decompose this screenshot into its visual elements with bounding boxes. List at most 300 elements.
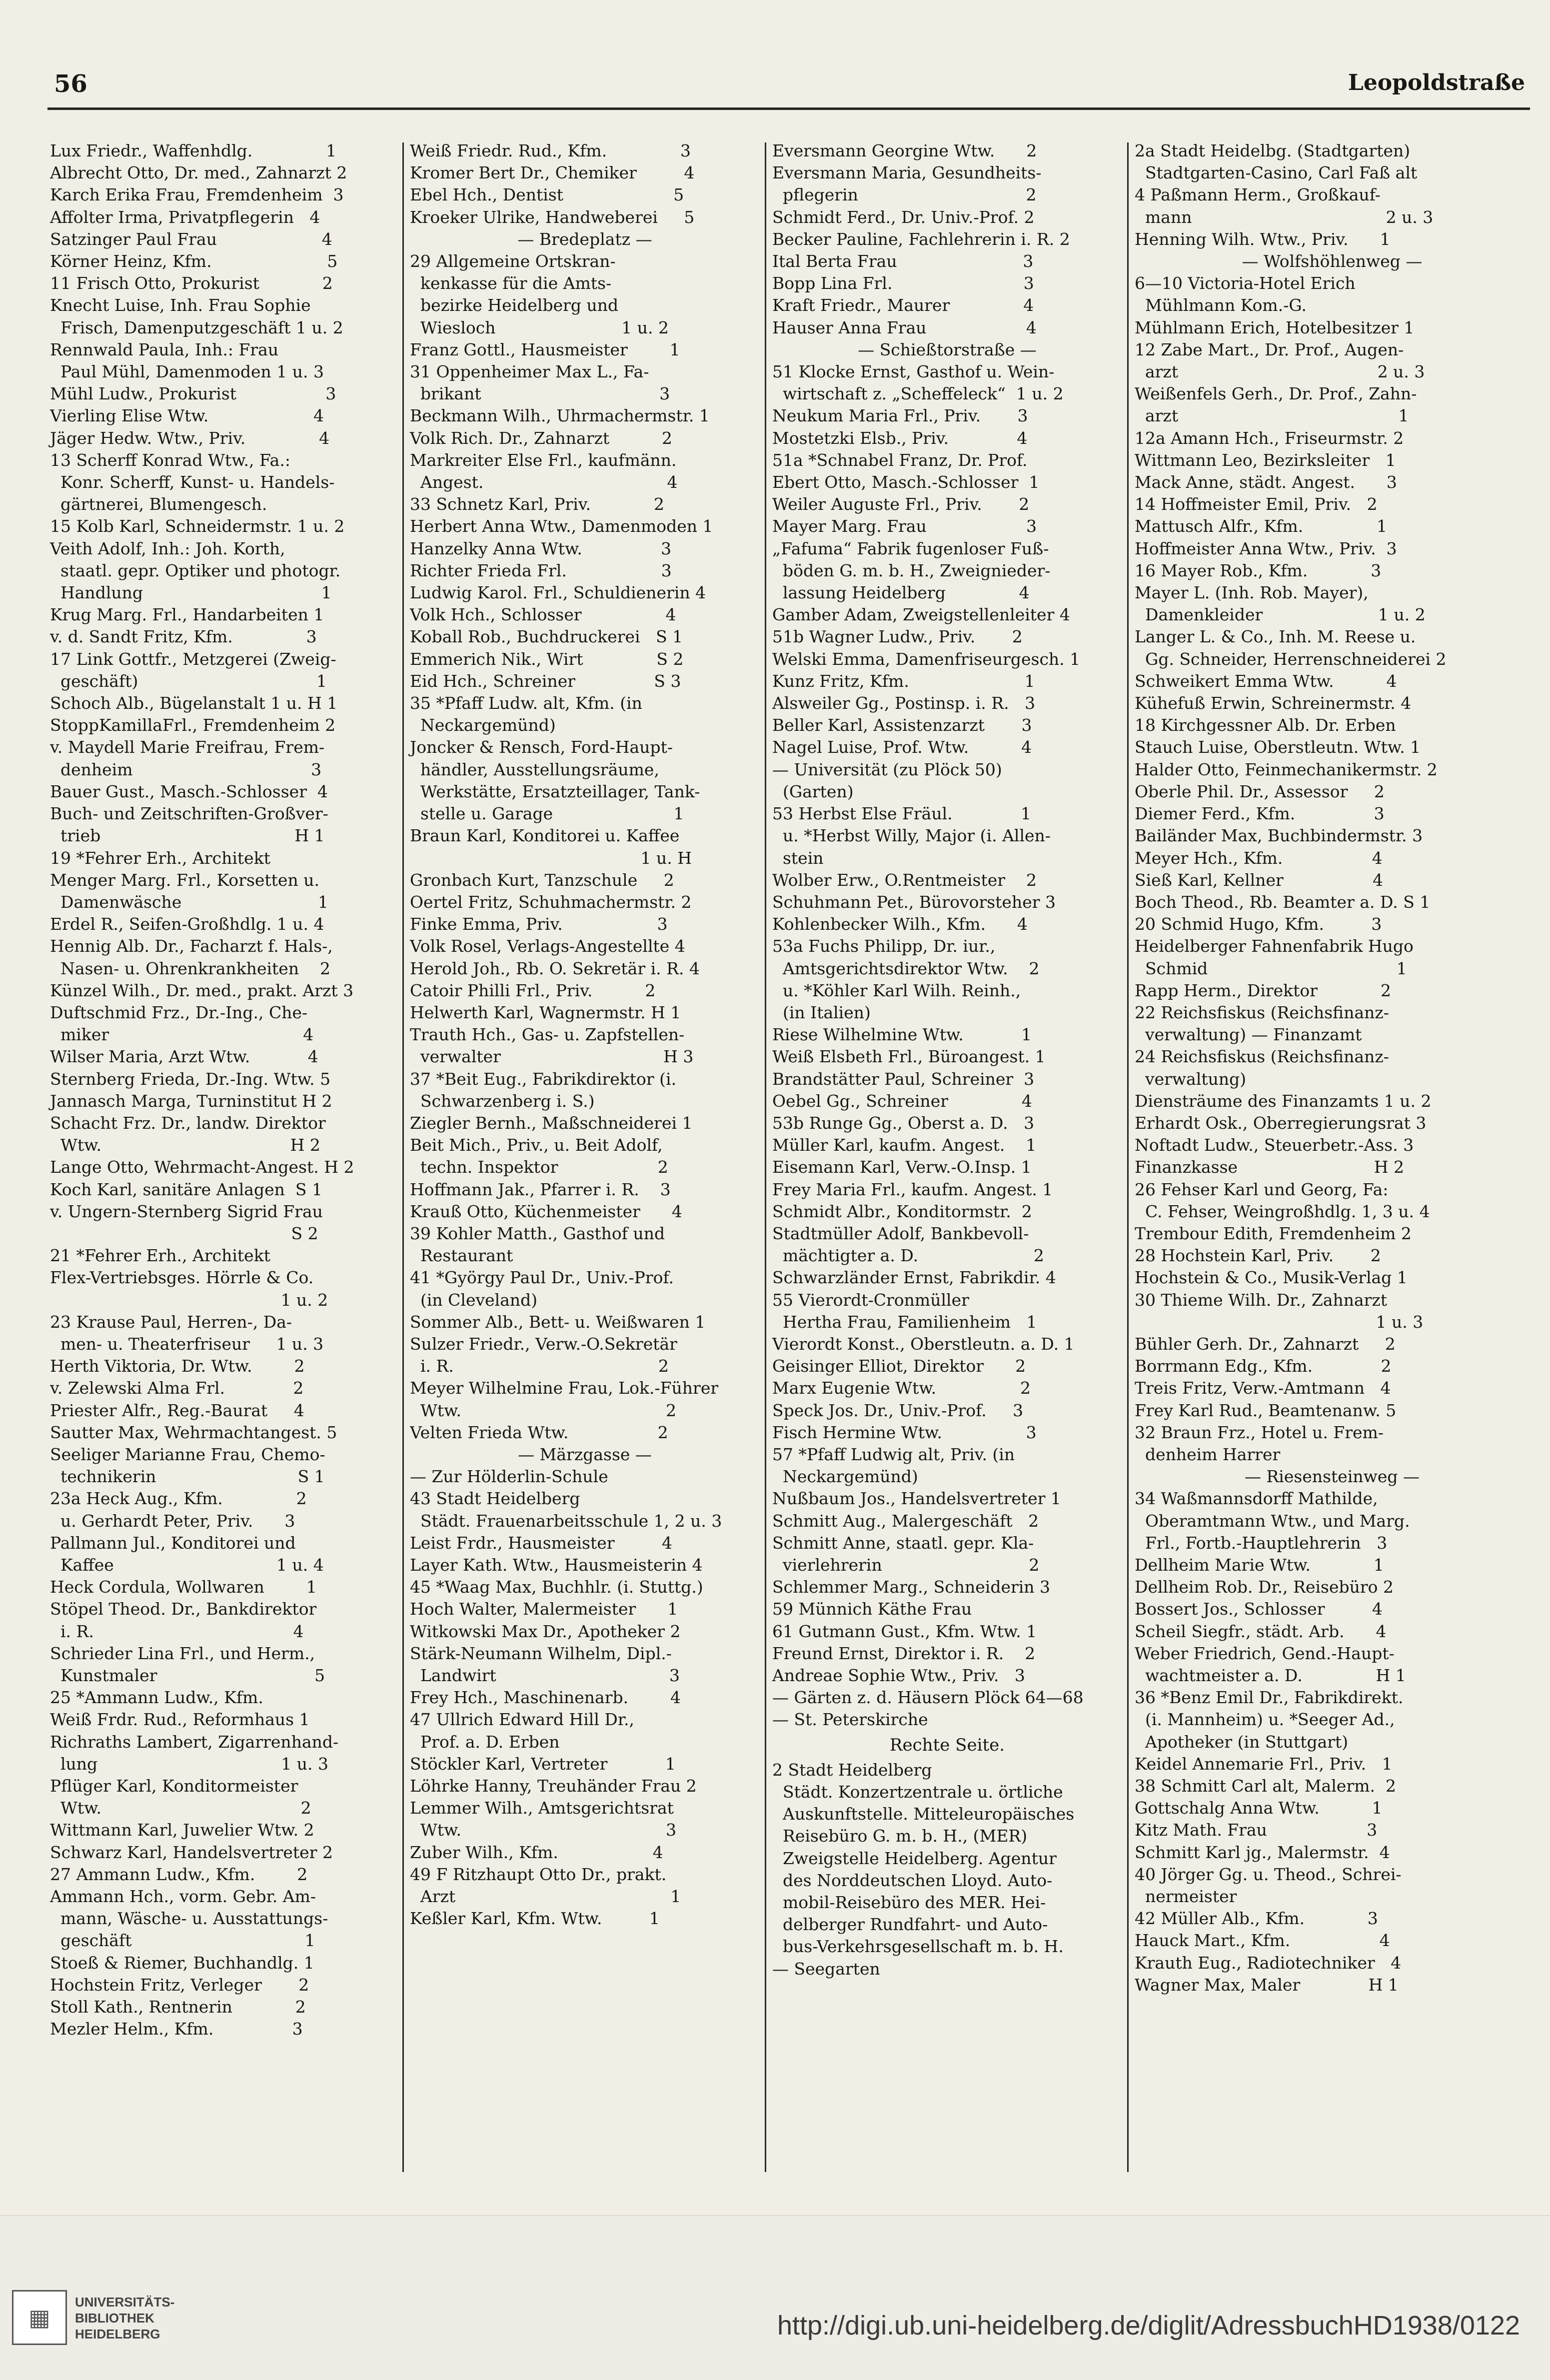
directory-entry: Gamber Adam, Zweigstellenleiter 4 [772, 605, 1070, 625]
directory-entry: Krauß Otto, Küchenmeister 4 [410, 1201, 682, 1221]
directory-entry: u. Gerhardt Peter, Priv. 3 [50, 1511, 295, 1531]
directory-entry: Finanzkasse H 2 [1135, 1157, 1405, 1177]
directory-entry: Hochstein & Co., Musik-Verlag 1 [1135, 1268, 1408, 1288]
directory-entry: Frey Hch., Maschinenarb. 4 [410, 1688, 681, 1708]
directory-entry: 41 *György Paul Dr., Univ.-Prof. [410, 1268, 674, 1288]
directory-entry: Satzinger Paul Frau 4 [50, 229, 332, 249]
directory-entry: Hoffmann Jak., Pfarrer i. R. 3 [410, 1179, 671, 1199]
directory-entry: Ital Berta Frau 3 [772, 251, 1034, 271]
directory-entry: Schweikert Emma Wtw. 4 [1135, 671, 1397, 691]
directory-entry: Krauth Eug., Radiotechniker 4 [1135, 1953, 1402, 1973]
directory-entry: Schmidt Ferd., Dr. Univ.-Prof. 2 [772, 207, 1035, 227]
directory-entry: Flex-Vertriebsges. Hörrle & Co. [50, 1268, 314, 1288]
directory-entry: Neukum Maria Frl., Priv. 3 [772, 406, 1028, 426]
directory-entry: Städt. Frauenarbeitsschule 1, 2 u. 3 [410, 1511, 722, 1531]
directory-entry: denheim 3 [50, 759, 322, 779]
directory-entry: Brandstätter Paul, Schreiner 3 [772, 1069, 1035, 1089]
directory-entry: Wilser Maria, Arzt Wtw. 4 [50, 1047, 318, 1067]
directory-entry: Zweigstelle Heidelberg. Agentur [772, 1848, 1057, 1868]
directory-entry: Lux Friedr., Waffenhdlg. 1 [50, 141, 337, 160]
directory-entry: Handlung 1 [50, 583, 332, 603]
directory-entry: Schoch Alb., Bügelanstalt 1 u. H 1 [50, 693, 338, 713]
permalink-url[interactable]: http://digi.ub.uni-heidelberg.de/diglit/AdressbuchHD1938/0122 [777, 2311, 1520, 2341]
directory-entry: 51b Wagner Ludw., Priv. 2 [772, 627, 1023, 647]
running-head-street: Leopoldstraße [1348, 70, 1525, 95]
directory-entry: Frisch, Damenputzgeschäft 1 u. 2 [50, 317, 343, 337]
directory-entry: Gg. Schneider, Herrenschneiderei 2 [1135, 649, 1447, 669]
directory-entry: Sautter Max, Wehrmachtangest. 5 [50, 1422, 337, 1442]
directory-entry: Weißenfels Gerh., Dr. Prof., Zahn- [1135, 384, 1417, 404]
directory-entry: Stöpel Theod. Dr., Bankdirektor [50, 1599, 317, 1619]
directory-entry: Vierordt Konst., Oberstleutn. a. D. 1 [772, 1334, 1075, 1354]
directory-entry: 18 Kirchgessner Alb. Dr. Erben [1135, 715, 1396, 735]
directory-entry: 36 *Benz Emil Dr., Fabrikdirekt. [1135, 1688, 1404, 1708]
street-heading: — Riesensteinweg — [1244, 1467, 1420, 1487]
directory-entry: Priester Alfr., Reg.-Baurat 4 [50, 1400, 304, 1420]
directory-entry: Schmitt Karl jg., Malermstr. 4 [1135, 1842, 1390, 1862]
directory-entry: Heidelberger Fahnenfabrik Hugo [1135, 936, 1414, 956]
directory-entry: lassung Heidelberg 4 [772, 583, 1030, 603]
directory-entry: Witkowski Max Dr., Apotheker 2 [410, 1621, 681, 1641]
university-library-logo-icon: ▦ [12, 2290, 67, 2345]
directory-entry: verwaltung) — Finanzamt [1135, 1025, 1362, 1045]
directory-entry: Finke Emma, Priv. 3 [410, 914, 668, 934]
directory-entry: verwalter H 3 [410, 1047, 694, 1067]
directory-entry: Oebel Gg., Schreiner 4 [772, 1091, 1032, 1111]
directory-entry: (i. Mannheim) u. *Seeger Ad., [1135, 1710, 1395, 1730]
directory-entry: Pflüger Karl, Konditormeister [50, 1776, 298, 1796]
directory-entry: „Fafuma“ Fabrik fugenloser Fuß- [772, 538, 1049, 558]
directory-entry: Restaurant [410, 1246, 513, 1266]
directory-entry: Weiß Frdr. Rud., Reformhaus 1 [50, 1710, 310, 1730]
directory-entry: Rennwald Paula, Inh.: Frau [50, 339, 279, 359]
directory-entry: Fisch Hermine Wtw. 3 [772, 1422, 1037, 1442]
directory-entry: Beller Karl, Assistenzarzt 3 [772, 715, 1032, 735]
directory-entry: — St. Peterskirche [772, 1710, 928, 1730]
directory-entry: Stadtmüller Adolf, Bankbevoll- [772, 1223, 1029, 1243]
directory-entry: 14 Hoffmeister Emil, Priv. 2 [1135, 494, 1378, 514]
directory-entry: mächtigter a. D. 2 [772, 1246, 1044, 1266]
directory-entry: Körner Heinz, Kfm. 5 [50, 251, 338, 271]
directory-entry: Leist Frdr., Hausmeister 4 [410, 1533, 673, 1553]
directory-entry: 30 Thieme Wilh. Dr., Zahnarzt [1135, 1290, 1388, 1310]
directory-entry: 19 *Fehrer Erh., Architekt [50, 848, 270, 868]
directory-entry: Wittmann Leo, Bezirksleiter 1 [1135, 450, 1396, 470]
directory-entry: Wtw. 2 [410, 1400, 677, 1420]
directory-entry: Weiler Auguste Frl., Priv. 2 [772, 494, 1030, 514]
directory-entry: Bailänder Max, Buchbindermstr. 3 [1135, 826, 1423, 846]
directory-entry: Mayer Marg. Frau 3 [772, 516, 1037, 536]
directory-entry: des Norddeutschen Lloyd. Auto- [772, 1870, 1053, 1890]
directory-entry: i. R. 4 [50, 1621, 304, 1641]
directory-entry: 6—10 Victoria-Hotel Erich [1135, 273, 1356, 293]
directory-entry: Kaffee 1 u. 4 [50, 1555, 324, 1575]
directory-entry: 23a Heck Aug., Kfm. 2 [50, 1489, 307, 1509]
directory-entry: Andreae Sophie Wtw., Priv. 3 [772, 1666, 1025, 1686]
directory-entry: Schmitt Anne, staatl. gepr. Kla- [772, 1533, 1034, 1553]
directory-entry: Hertha Frau, Familienheim 1 [772, 1312, 1037, 1332]
directory-entry: Volk Rosel, Verlags-Angestellte 4 [410, 936, 685, 956]
directory-entry: Hanzelky Anna Wtw. 3 [410, 538, 672, 558]
directory-entry: Diensträume des Finanzamts 1 u. 2 [1135, 1091, 1432, 1111]
directory-entry: Schmidt Albr., Konditormstr. 2 [772, 1201, 1032, 1221]
directory-entry: Hochstein Fritz, Verleger 2 [50, 1975, 309, 1995]
directory-entry: 42 Müller Alb., Kfm. 3 [1135, 1909, 1378, 1929]
directory-column-4 [1135, 140, 1530, 1996]
directory-entry: nermeister [1135, 1887, 1237, 1907]
directory-entry: Hauck Mart., Kfm. 4 [1135, 1931, 1390, 1951]
directory-entry: v. d. Sandt Fritz, Kfm. 3 [50, 627, 317, 647]
directory-entry: geschäft 1 [50, 1931, 315, 1951]
directory-entry: Schwarz Karl, Handelsvertreter 2 [50, 1842, 333, 1862]
section-heading: Rechte Seite. [889, 1735, 1005, 1755]
directory-entry: Frl., Fortb.-Hauptlehrerin 3 [1135, 1533, 1388, 1553]
directory-entry: Kromer Bert Dr., Chemiker 4 [410, 163, 695, 183]
directory-entry: geschäft) 1 [50, 671, 327, 691]
directory-entry: Hoffmeister Anna Wtw., Priv. 3 [1135, 538, 1397, 558]
directory-entry: Schmitt Aug., Malergeschäft 2 [772, 1511, 1039, 1531]
column-divider [402, 142, 404, 2172]
directory-entry: Herbert Anna Wtw., Damenmoden 1 [410, 516, 713, 536]
directory-entry: 25 *Ammann Ludw., Kfm. [50, 1688, 263, 1708]
directory-entry: Herold Joh., Rb. O. Sekretär i. R. 4 [410, 958, 700, 978]
directory-entry: Stoll Kath., Rentnerin 2 [50, 1997, 306, 2017]
directory-entry: 11 Frisch Otto, Prokurist 2 [50, 273, 333, 293]
directory-entry: Stöckler Karl, Vertreter 1 [410, 1754, 676, 1774]
directory-entry: men- u. Theaterfriseur 1 u. 3 [50, 1334, 324, 1354]
directory-entry: (in Cleveland) [410, 1290, 538, 1310]
directory-entry: 32 Braun Frz., Hotel u. Frem- [1135, 1422, 1384, 1442]
directory-entry: 2a Stadt Heidelbg. (Stadtgarten) [1135, 141, 1411, 160]
directory-entry: u. *Herbst Willy, Major (i. Allen- [772, 826, 1051, 846]
directory-entry: bus-Verkehrsgesellschaft m. b. H. [772, 1937, 1064, 1957]
directory-entry: Koch Karl, sanitäre Anlagen S 1 [50, 1179, 322, 1199]
directory-entry: Gronbach Kurt, Tanzschule 2 [410, 870, 674, 890]
directory-entry: Sulzer Friedr., Verw.-O.Sekretär [410, 1334, 677, 1354]
directory-entry: 43 Stadt Heidelberg [410, 1489, 580, 1509]
directory-entry: S 2 [50, 1223, 318, 1243]
directory-entry: arzt 2 u. 3 [1135, 362, 1425, 382]
directory-entry: 1 u. 2 [50, 1290, 328, 1310]
directory-entry: Freund Ernst, Direktor i. R. 2 [772, 1643, 1036, 1663]
directory-entry: Richter Frieda Frl. 3 [410, 560, 672, 580]
directory-entry: 57 *Pfaff Ludwig alt, Priv. (in [772, 1444, 1015, 1464]
directory-entry: Riese Wilhelmine Wtw. 1 [772, 1025, 1032, 1045]
viewer-footer [0, 2215, 1550, 2380]
directory-entry: Schmid 1 [1135, 958, 1407, 978]
directory-entry: Künzel Wilh., Dr. med., prakt. Arzt 3 [50, 980, 354, 1000]
directory-entry: miker 4 [50, 1025, 314, 1045]
directory-column-2 [410, 140, 760, 1930]
directory-entry: Geisinger Elliot, Direktor 2 [772, 1356, 1026, 1376]
directory-entry: Volk Rich. Dr., Zahnarzt 2 [410, 428, 673, 448]
directory-entry: Ludwig Karol. Frl., Schuldienerin 4 [410, 583, 706, 603]
directory-entry: Borrmann Edg., Kfm. 2 [1135, 1356, 1392, 1376]
directory-entry: Löhrke Hanny, Treuhänder Frau 2 [410, 1776, 697, 1796]
directory-entry: Markreiter Else Frl., kaufmänn. [410, 450, 677, 470]
directory-entry: Halder Otto, Feinmechanikermstr. 2 [1135, 759, 1438, 779]
directory-entry: 1 u. H [410, 848, 692, 868]
directory-entry: Angest. 4 [410, 472, 678, 492]
directory-entry: Beit Mich., Priv., u. Beit Adolf, [410, 1135, 663, 1155]
directory-entry: Nagel Luise, Prof. Wtw. 4 [772, 737, 1032, 757]
directory-entry: Eisemann Karl, Verw.-O.Insp. 1 [772, 1157, 1032, 1177]
directory-entry: Lange Otto, Wehrmacht-Angest. H 2 [50, 1157, 354, 1177]
directory-entry: Richraths Lambert, Zigarrenhand- [50, 1732, 339, 1752]
directory-entry: Bossert Jos., Schlosser 4 [1135, 1599, 1383, 1619]
directory-entry: Weiß Elsbeth Frl., Büroangest. 1 [772, 1047, 1046, 1067]
directory-entry: C. Fehser, Weingroßhdlg. 1, 3 u. 4 [1135, 1201, 1430, 1221]
directory-entry: verwaltung) [1135, 1069, 1247, 1089]
directory-entry: 39 Kohler Matth., Gasthof und [410, 1223, 665, 1243]
directory-entry: Hennig Alb. Dr., Facharzt f. Hals-, [50, 936, 333, 956]
directory-entry: Rapp Herm., Direktor 2 [1135, 980, 1391, 1000]
directory-entry: 53b Runge Gg., Oberst a. D. 3 [772, 1113, 1035, 1133]
directory-entry: 49 F Ritzhaupt Otto Dr., prakt. [410, 1864, 667, 1884]
directory-entry: Ebert Otto, Masch.-Schlosser 1 [772, 472, 1040, 492]
directory-entry: Henning Wilh. Wtw., Priv. 1 [1135, 229, 1391, 249]
directory-entry: Auskunftstelle. Mitteleuropäisches [772, 1804, 1075, 1824]
directory-entry: Schacht Frz. Dr., landw. Direktor [50, 1113, 326, 1133]
directory-entry: Stadtgarten-Casino, Carl Faß alt [1135, 163, 1418, 183]
directory-entry: Marx Eugenie Wtw. 2 [772, 1378, 1031, 1398]
directory-entry: Stoeß & Riemer, Buchhandlg. 1 [50, 1953, 314, 1973]
directory-entry: Gottschalg Anna Wtw. 1 [1135, 1798, 1383, 1818]
directory-entry: Buch- und Zeitschriften-Großver- [50, 804, 328, 824]
directory-entry: 20 Schmid Hugo, Kfm. 3 [1135, 914, 1382, 934]
directory-entry: 29 Allgemeine Ortskran- [410, 251, 616, 271]
directory-entry: 1 u. 3 [1135, 1312, 1424, 1332]
directory-entry: Franz Gottl., Hausmeister 1 [410, 339, 680, 359]
directory-entry: Kohlenbecker Wilh., Kfm. 4 [772, 914, 1028, 934]
directory-entry: Müller Karl, kaufm. Angest. 1 [772, 1135, 1037, 1155]
directory-entry: Mostetzki Elsb., Priv. 4 [772, 428, 1028, 448]
directory-entry: 16 Mayer Rob., Kfm. 3 [1135, 560, 1382, 580]
directory-entry: Erhardt Osk., Oberregierungsrat 3 [1135, 1113, 1427, 1133]
directory-entry: vierlehrerin 2 [772, 1555, 1040, 1575]
directory-entry: Becker Pauline, Fachlehrerin i. R. 2 [772, 229, 1070, 249]
directory-entry: stelle u. Garage 1 [410, 804, 684, 824]
directory-entry: Schlemmer Marg., Schneiderin 3 [772, 1577, 1051, 1597]
directory-entry: Wtw. 3 [410, 1820, 677, 1840]
directory-entry: Affolter Irma, Privatpflegerin 4 [50, 207, 320, 227]
directory-entry: 38 Schmitt Carl alt, Malerm. 2 [1135, 1776, 1396, 1796]
directory-entry: Mühlmann Kom.-G. [1135, 295, 1307, 315]
directory-entry: 28 Hochstein Karl, Priv. 2 [1135, 1246, 1381, 1266]
directory-entry: — Gärten z. d. Häusern Plöck 64—68 [772, 1688, 1084, 1708]
directory-entry: 27 Ammann Ludw., Kfm. 2 [50, 1864, 308, 1884]
directory-entry: Knecht Luise, Inh. Frau Sophie [50, 295, 311, 315]
directory-entry: technikerin S 1 [50, 1467, 325, 1487]
library-name: UNIVERSITÄTS- BIBLIOTHEK HEIDELBERG [75, 2295, 175, 2342]
column-divider [765, 142, 766, 2172]
directory-entry: Sternberg Frieda, Dr.-Ing. Wtw. 5 [50, 1069, 331, 1089]
street-heading: — Bredeplatz — [517, 229, 652, 249]
directory-entry: Diemer Ferd., Kfm. 3 [1135, 804, 1385, 824]
directory-entry: Weber Friedrich, Gend.-Haupt- [1135, 1643, 1395, 1663]
directory-entry: Schwarzländer Ernst, Fabrikdir. 4 [772, 1268, 1056, 1288]
directory-entry: Hauser Anna Frau 4 [772, 317, 1037, 337]
directory-entry: 13 Scherff Konrad Wtw., Fa.: [50, 450, 290, 470]
directory-entry: Ziegler Bernh., Maßschneiderei 1 [410, 1113, 693, 1133]
directory-entry: 17 Link Gottfr., Metzgerei (Zweig- [50, 649, 336, 669]
directory-entry: Kunz Fritz, Kfm. 1 [772, 671, 1035, 691]
directory-entry: 59 Münnich Käthe Frau [772, 1599, 972, 1619]
directory-entry: Welski Emma, Damenfriseurgesch. 1 [772, 649, 1081, 669]
directory-entry: brikant 3 [410, 384, 670, 404]
page-number: 56 [54, 70, 87, 98]
directory-entry: StoppKamillaFrl., Fremdenheim 2 [50, 715, 336, 735]
directory-entry: 51 Klocke Ernst, Gasthof u. Wein- [772, 362, 1055, 382]
directory-entry: Sommer Alb., Bett- u. Weißwaren 1 [410, 1312, 706, 1332]
directory-entry: Treis Fritz, Verw.-Amtmann 4 [1135, 1378, 1391, 1398]
directory-entry: Volk Hch., Schlosser 4 [410, 605, 676, 625]
directory-entry: Damenkleider 1 u. 2 [1135, 605, 1426, 625]
directory-entry: mann 2 u. 3 [1135, 207, 1434, 227]
column-divider [1127, 142, 1129, 2172]
directory-entry: 23 Krause Paul, Herren-, Da- [50, 1312, 292, 1332]
directory-entry: Mezler Helm., Kfm. 3 [50, 2019, 303, 2039]
directory-entry: Mack Anne, städt. Angest. 3 [1135, 472, 1397, 492]
directory-entry: Herth Viktoria, Dr. Wtw. 2 [50, 1356, 305, 1376]
directory-entry: Frey Maria Frl., kaufm. Angest. 1 [772, 1179, 1053, 1199]
directory-entry: Eversmann Maria, Gesundheits- [772, 163, 1042, 183]
directory-entry: Paul Mühl, Damenmoden 1 u. 3 [50, 362, 324, 382]
directory-entry: 61 Gutmann Gust., Kfm. Wtw. 1 [772, 1621, 1037, 1641]
directory-entry: Dellheim Rob. Dr., Reisebüro 2 [1135, 1577, 1394, 1597]
directory-entry: Boch Theod., Rb. Beamter a. D. S 1 [1135, 892, 1431, 912]
directory-entry: Hoch Walter, Malermeister 1 [410, 1599, 678, 1619]
directory-entry: Meyer Wilhelmine Frau, Lok.-Führer [410, 1378, 719, 1398]
directory-entry: 4 Paßmann Herm., Großkauf- [1135, 185, 1381, 205]
directory-entry: 53a Fuchs Philipp, Dr. iur., [772, 936, 996, 956]
directory-entry: Zuber Wilh., Kfm. 4 [410, 1842, 663, 1862]
directory-entry: Vierling Elise Wtw. 4 [50, 406, 324, 426]
directory-entry: Kroeker Ulrike, Handweberei 5 [410, 207, 695, 227]
directory-column-1 [50, 140, 395, 2040]
directory-entry: Reisebüro G. m. b. H., (MER) [772, 1826, 1028, 1846]
directory-entry: Nasen- u. Ohrenkrankheiten 2 [50, 958, 331, 978]
directory-entry: Städt. Konzertzentrale u. örtliche [772, 1782, 1063, 1802]
directory-entry: 47 Ullrich Edward Hill Dr., [410, 1710, 634, 1730]
directory-entry: denheim Harrer [1135, 1444, 1281, 1464]
directory-entry: 37 *Beit Eug., Fabrikdirektor (i. [410, 1069, 677, 1089]
directory-entry: staatl. gepr. Optiker und photogr. [50, 560, 341, 580]
directory-entry: Apotheker (in Stuttgart) [1135, 1732, 1349, 1752]
directory-entry: Albrecht Otto, Dr. med., Zahnarzt 2 [50, 163, 347, 183]
directory-entry: 31 Oppenheimer Max L., Fa- [410, 362, 649, 382]
directory-entry: Speck Jos. Dr., Univ.-Prof. 3 [772, 1400, 1024, 1420]
directory-entry: kenkasse für die Amts- [410, 273, 612, 293]
directory-entry: Wiesloch 1 u. 2 [410, 317, 669, 337]
directory-entry: mann, Wäsche- u. Ausstattungs- [50, 1909, 328, 1929]
directory-entry: stein [772, 848, 824, 868]
directory-entry: Eversmann Georgine Wtw. 2 [772, 141, 1037, 160]
footer-divider [0, 2215, 1550, 2216]
directory-entry: Meyer Hch., Kfm. 4 [1135, 848, 1383, 868]
directory-entry: Keßler Karl, Kfm. Wtw. 1 [410, 1909, 660, 1929]
directory-entry: 51a *Schnabel Franz, Dr. Prof. [772, 450, 1028, 470]
directory-entry: Konr. Scherff, Kunst- u. Handels- [50, 472, 335, 492]
street-heading: — Märzgasse — [518, 1444, 652, 1464]
directory-entry: v. Maydell Marie Freifrau, Frem- [50, 737, 325, 757]
directory-entry: 55 Vierordt-Cronmüller [772, 1290, 969, 1310]
directory-entry: Ammann Hch., vorm. Gebr. Am- [50, 1887, 316, 1907]
directory-entry: 2 Stadt Heidelberg [772, 1760, 932, 1780]
directory-entry: bezirke Heidelberg und [410, 295, 619, 315]
directory-entry: Mayer L. (Inh. Rob. Mayer), [1135, 583, 1369, 603]
directory-entry: Jäger Hedw. Wtw., Priv. 4 [50, 428, 330, 448]
directory-entry: 40 Jörger Gg. u. Theod., Schrei- [1135, 1864, 1402, 1884]
directory-entry: händler, Ausstellungsräume, [410, 759, 659, 779]
directory-entry: Kitz Math. Frau 3 [1135, 1820, 1378, 1840]
directory-entry: Bauer Gust., Masch.-Schlosser 4 [50, 781, 328, 801]
directory-entry: Veith Adolf, Inh.: Joh. Korth, [50, 538, 285, 558]
directory-entry: Scheil Siegfr., städt. Arb. 4 [1135, 1621, 1387, 1641]
directory-entry: Landwirt 3 [410, 1666, 680, 1686]
directory-entry: Ebel Hch., Dentist 5 [410, 185, 684, 205]
directory-entry: Wagner Max, Maler H 1 [1135, 1975, 1399, 1995]
directory-entry: Keidel Annemarie Frl., Priv. 1 [1135, 1754, 1393, 1774]
directory-entry: i. R. 2 [410, 1356, 669, 1376]
street-heading: — Wolfshöhlenweg — [1242, 251, 1423, 271]
directory-entry: Schwarzenberg i. S.) [410, 1091, 595, 1111]
directory-entry: Dellheim Marie Wtw. 1 [1135, 1555, 1384, 1575]
directory-entry: wachtmeister a. D. H 1 [1135, 1666, 1406, 1686]
directory-entry: 53 Herbst Else Fräul. 1 [772, 804, 1031, 824]
directory-entry: Schuhmann Pet., Bürovorsteher 3 [772, 892, 1056, 912]
street-heading: — Schießtorstraße — [858, 339, 1037, 359]
directory-entry: Sieß Karl, Kellner 4 [1135, 870, 1384, 890]
directory-entry: Heck Cordula, Wollwaren 1 [50, 1577, 317, 1597]
directory-entry: 12 Zabe Mart., Dr. Prof., Augen- [1135, 339, 1404, 359]
directory-entry: Emmerich Nik., Wirt S 2 [410, 649, 684, 669]
directory-entry: Neckargemünd) [772, 1467, 918, 1487]
directory-entry: 22 Reichsfiskus (Reichsfinanz- [1135, 1002, 1389, 1022]
directory-entry: Damenwäsche 1 [50, 892, 329, 912]
directory-entry: mobil-Reisebüro des MER. Hei- [772, 1893, 1046, 1913]
directory-entry: v. Ungern-Sternberg Sigrid Frau [50, 1201, 323, 1221]
directory-entry: Noftadt Ludw., Steuerbetr.-Ass. 3 [1135, 1135, 1414, 1155]
directory-entry: 45 *Waag Max, Buchhlr. (i. Stuttg.) [410, 1577, 703, 1597]
directory-entry: Neckargemünd) [410, 715, 556, 735]
directory-entry: Wolber Erw., O.Rentmeister 2 [772, 870, 1037, 890]
directory-entry: Karch Erika Frau, Fremdenheim 3 [50, 185, 344, 205]
directory-entry: Oertel Fritz, Schuhmachermstr. 2 [410, 892, 692, 912]
directory-entry: Stärk-Neumann Wilhelm, Dipl.- [410, 1643, 672, 1663]
directory-entry: — Seegarten [772, 1959, 880, 1979]
directory-entry: Braun Karl, Konditorei u. Kaffee [410, 826, 680, 846]
directory-entry: Krug Marg. Frl., Handarbeiten 1 [50, 605, 324, 625]
directory-entry: Menger Marg. Frl., Korsetten u. [50, 870, 319, 890]
directory-entry: Pallmann Jul., Konditorei und [50, 1533, 296, 1553]
directory-entry: trieb H 1 [50, 826, 325, 846]
directory-entry: Layer Kath. Wtw., Hausmeisterin 4 [410, 1555, 703, 1575]
directory-entry: wirtschaft z. „Scheffeleck“ 1 u. 2 [772, 384, 1064, 404]
directory-entry: 35 *Pfaff Ludw. alt, Kfm. (in [410, 693, 642, 713]
directory-entry: Alsweiler Gg., Postinsp. i. R. 3 [772, 693, 1036, 713]
directory-entry: Mühlmann Erich, Hotelbesitzer 1 [1135, 317, 1415, 337]
directory-entry: böden G. m. b. H., Zweignieder- [772, 560, 1051, 580]
directory-entry: u. *Köhler Karl Wilh. Reinh., [772, 980, 1021, 1000]
directory-entry: Catoir Philli Frl., Priv. 2 [410, 980, 656, 1000]
directory-entry: techn. Inspektor 2 [410, 1157, 668, 1177]
directory-entry: Velten Frieda Wtw. 2 [410, 1422, 668, 1442]
directory-entry: Duftschmid Frz., Dr.-Ing., Che- [50, 1002, 308, 1022]
directory-entry: 21 *Fehrer Erh., Architekt [50, 1246, 270, 1266]
directory-entry: Wtw. 2 [50, 1798, 311, 1818]
directory-entry: 34 Waßmannsdorff Mathilde, [1135, 1489, 1378, 1509]
